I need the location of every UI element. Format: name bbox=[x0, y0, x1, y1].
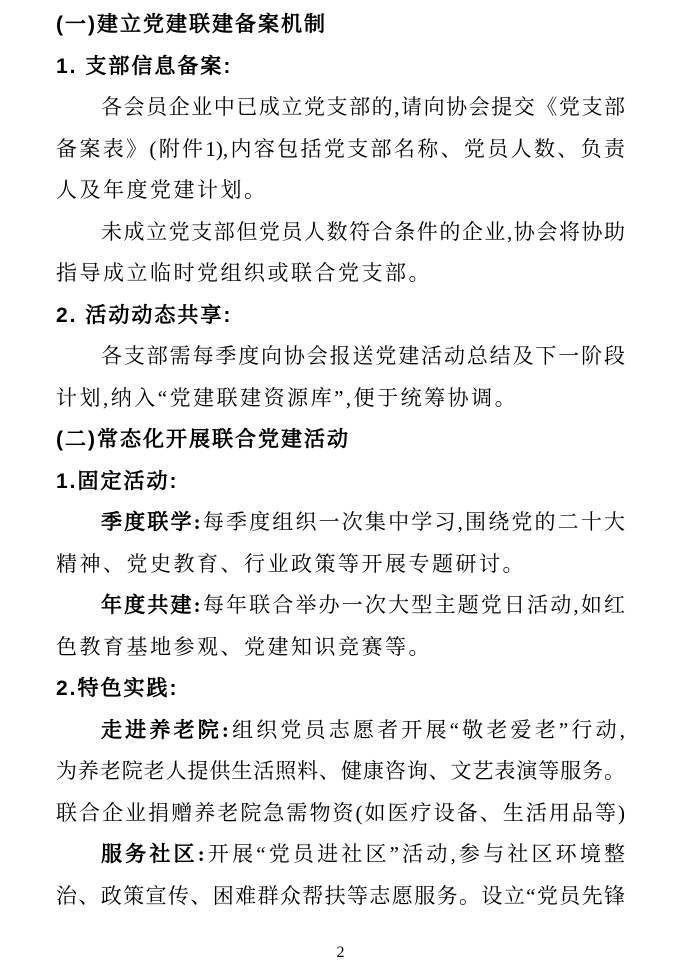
text-run: 备案表》(附件1),内容包括党支部名称、党员人数、负责 bbox=[56, 136, 625, 161]
text-line bbox=[56, 544, 625, 586]
text-line bbox=[56, 834, 625, 876]
text-line bbox=[56, 4, 625, 46]
text-line bbox=[56, 295, 625, 337]
text-run: 1. 支部信息备案: bbox=[56, 54, 233, 78]
text-run: 各会员企业中已成立党支部的,请向协会提交《党支部 bbox=[101, 95, 625, 119]
paragraph-quarterly-study bbox=[56, 502, 625, 585]
paragraph-community-service bbox=[56, 834, 625, 917]
text-run: 组织党员志愿者开展“敬老爱老”行动, bbox=[228, 717, 625, 742]
text-run: 指导成立临时党组织或联合党支部。 bbox=[56, 261, 432, 285]
text-line bbox=[56, 751, 625, 793]
section-heading-1 bbox=[56, 4, 625, 46]
paragraph-activity-sharing bbox=[56, 336, 625, 419]
run-in-emphasis: 年度共建: bbox=[101, 593, 201, 617]
text-line bbox=[56, 502, 625, 544]
text-run: (二)常态化开展联合党建活动 bbox=[56, 428, 350, 451]
run-in-emphasis: 走进养老院: bbox=[101, 717, 229, 742]
item-heading-branch-filing bbox=[56, 46, 625, 88]
item-heading-activity-sharing bbox=[56, 295, 625, 337]
text-run: 计划,纳入“党建联建资源库”,便于统筹协调。 bbox=[56, 385, 519, 410]
item-heading-special-practice bbox=[56, 668, 625, 710]
run-in-emphasis: 季度联学: bbox=[101, 510, 201, 534]
text-run: 人及年度党建计划。 bbox=[56, 178, 268, 202]
text-line bbox=[56, 710, 625, 752]
text-line bbox=[56, 627, 625, 669]
text-line bbox=[56, 129, 625, 171]
text-run: (一)建立党建联建备案机制 bbox=[56, 13, 327, 36]
text-run: 每季度组织一次集中学习,围绕党的二十大 bbox=[200, 510, 626, 534]
paragraph-nursing-home bbox=[56, 710, 625, 835]
paragraph-branch-filing bbox=[56, 87, 625, 212]
text-line bbox=[56, 253, 625, 295]
text-line bbox=[56, 419, 625, 461]
text-line bbox=[56, 46, 625, 88]
text-run: 未成立党支部但党员人数符合条件的企业,协会将协助 bbox=[101, 219, 625, 244]
text-line bbox=[56, 378, 625, 420]
text-run: 治、政策宣传、困难群众帮扶等志愿服务。设立“党员先锋 bbox=[56, 883, 625, 908]
text-run: 联合企业捐赠养老院急需物资(如医疗设备、生活用品等) bbox=[56, 800, 625, 825]
page-number: 2 bbox=[336, 944, 345, 961]
text-run: 开展“党员进社区”活动,参与社区环境整 bbox=[204, 842, 626, 866]
item-heading-fixed-activities bbox=[56, 461, 625, 503]
text-run: 1.固定活动: bbox=[56, 469, 179, 493]
text-run: 色教育基地参观、党建知识竞赛等。 bbox=[56, 634, 432, 659]
text-line bbox=[56, 212, 625, 254]
run-in-emphasis: 服务社区: bbox=[101, 842, 205, 866]
text-line bbox=[56, 336, 625, 378]
paragraph-no-branch bbox=[56, 212, 625, 295]
paragraph-annual-co-building bbox=[56, 585, 625, 668]
text-line bbox=[56, 876, 625, 918]
section-heading-2 bbox=[56, 419, 625, 461]
text-line bbox=[56, 793, 625, 835]
text-line bbox=[56, 87, 625, 129]
text-run: 每年联合举办一次大型主题党日活动,如红 bbox=[200, 593, 626, 617]
text-line bbox=[56, 585, 625, 627]
text-line bbox=[56, 461, 625, 503]
text-run: 为养老院老人提供生活照料、健康咨询、文艺表演等服务。 bbox=[56, 759, 625, 783]
text-line bbox=[56, 170, 625, 212]
text-run: 各支部需每季度向协会报送党建活动总结及下一阶段 bbox=[101, 344, 625, 368]
text-run: 2. 活动动态共享: bbox=[56, 303, 233, 327]
text-run: 2.特色实践: bbox=[56, 677, 179, 700]
text-run: 精神、党史教育、行业政策等开展专题研讨。 bbox=[56, 551, 526, 576]
text-line bbox=[56, 668, 625, 710]
